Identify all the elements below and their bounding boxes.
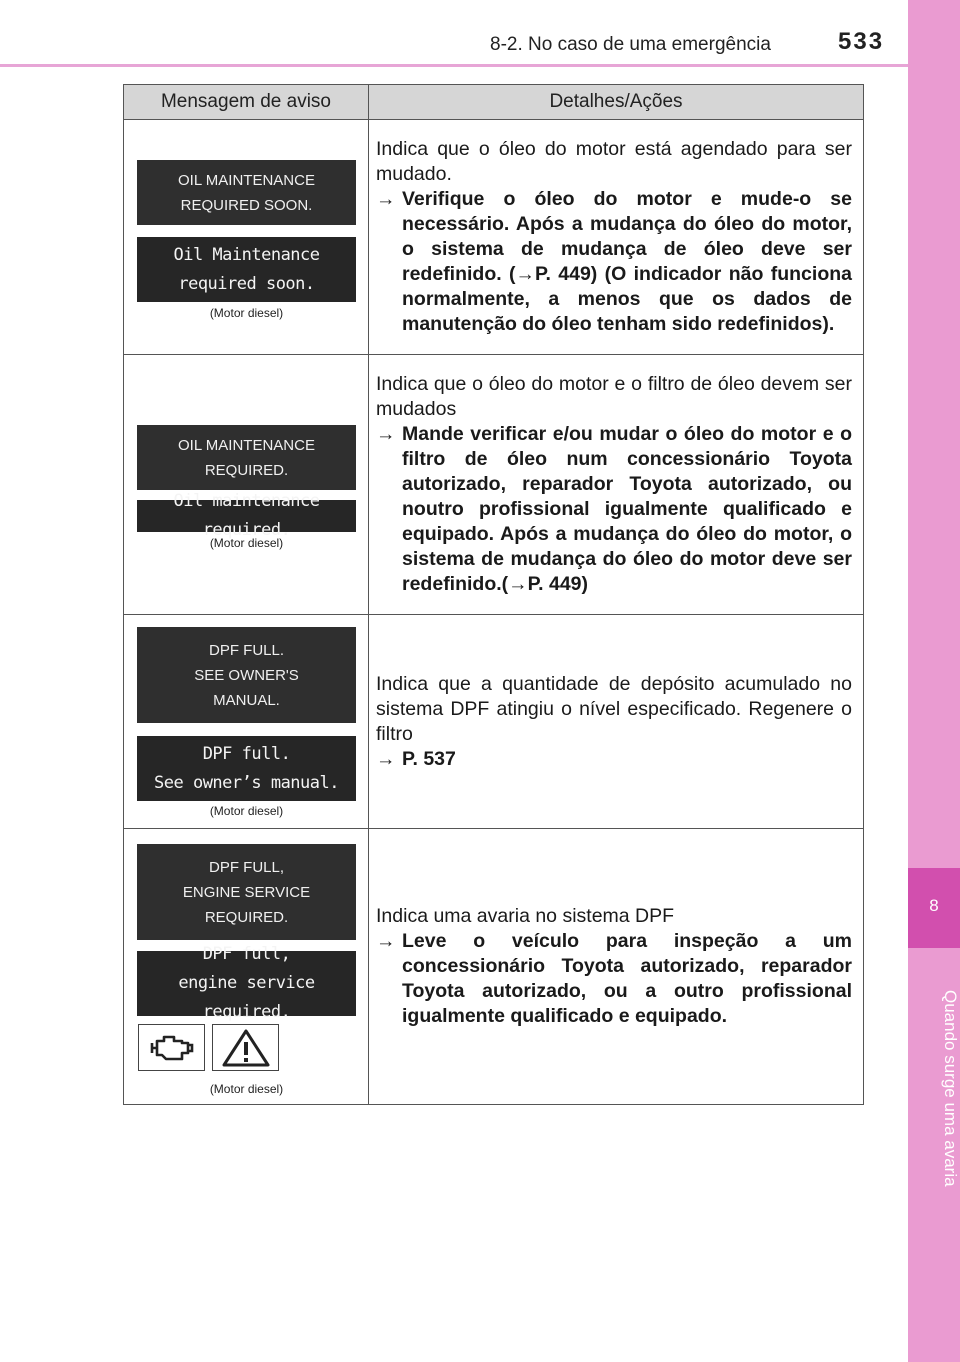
warning-message-display: [137, 627, 356, 723]
message-line: See owner’s manual.: [154, 772, 339, 793]
message-line: DPF FULL,: [208, 858, 284, 876]
warning-message-display: [137, 844, 356, 940]
message-line: MANUAL.: [213, 691, 280, 709]
arrow-icon: →: [376, 930, 396, 952]
diesel-note: (Motor diesel): [209, 1082, 284, 1096]
action-text: → P. 537: [376, 747, 456, 770]
details-cell: [369, 829, 863, 1104]
arrow-icon: →: [376, 188, 396, 210]
table-row: [124, 355, 863, 615]
engine-warning-icon-graphic: [148, 1033, 196, 1063]
arrow-icon: →: [376, 423, 396, 445]
col-header-message: Mensagem de aviso: [124, 85, 369, 119]
section-title: 8-2. No caso de uma emergência: [490, 34, 771, 55]
message-line: REQUIRED SOON.: [180, 196, 313, 214]
message-line: DPF FULL.: [208, 641, 284, 659]
master-warning-icon-graphic: [221, 1028, 271, 1068]
message-line: engine service required.: [178, 973, 315, 1022]
message-cell: [124, 829, 369, 1104]
description-text: Indica que o óleo do motor e o filtro de óleo devem ser mudados: [376, 373, 852, 420]
action-text: → Verifique o óleo do motor e mude-o se necessário. Após a mudança do óleo do motor, o sistema de mudança de óleo deve ser redefinido. (→P. 449) (O indicador não funciona normalmente, a menos que os dados de manutenção do óleo tenham sido redefinidos).: [376, 188, 852, 335]
warning-message-display-alt: [137, 944, 356, 1022]
warning-message-display: [137, 160, 356, 225]
message-line: REQUIRED.: [204, 461, 289, 479]
warning-message-display-alt: [137, 491, 356, 540]
table-row: [124, 615, 863, 829]
description-text: Indica que o óleo do motor está agendado para ser mudado.: [376, 138, 852, 185]
arrow-icon: →: [376, 747, 396, 770]
details-cell: [369, 615, 863, 828]
message-cell: [124, 355, 369, 614]
message-cell: [124, 615, 369, 828]
message-line: DPF full.: [202, 743, 291, 764]
details-cell: [369, 355, 863, 614]
master-warning-icon: [212, 1024, 279, 1071]
message-line: ENGINE SERVICE: [182, 883, 311, 901]
diesel-note: (Motor diesel): [209, 306, 284, 320]
engine-warning-icon: [138, 1024, 205, 1071]
message-line: required soon.: [178, 273, 315, 294]
table-row: [124, 829, 863, 1104]
message-line: Oil Maintenance: [173, 244, 320, 265]
message-line: Oil maintenance required.: [173, 491, 320, 540]
header-divider: [0, 64, 908, 67]
details-cell: [369, 120, 863, 354]
chapter-number: 8: [929, 896, 939, 915]
col-header-details: Detalhes/Ações: [549, 91, 683, 112]
message-line: SEE OWNER'S: [194, 666, 299, 684]
description-text: Indica que a quantidade de depósito acumulado no sistema DPF atingiu o nível especificado. Regenere o filtro: [376, 672, 852, 745]
action-text: → Leve o veículo para inspeção a um concessionário Toyota autorizado, reparador Toyota autorizado, ou a outro profissional igualmente qualificado e equipado.: [376, 930, 852, 1027]
message-line: OIL MAINTENANCE: [178, 171, 315, 189]
message-line: OIL MAINTENANCE: [178, 436, 315, 454]
diesel-note: (Motor diesel): [209, 804, 284, 818]
warning-table: [123, 84, 864, 1105]
page-number: 533: [838, 28, 885, 55]
table-header: [124, 85, 863, 120]
table-row: [124, 120, 863, 355]
description-text: Indica uma avaria no sistema DPF: [376, 905, 675, 927]
message-cell: [124, 120, 369, 354]
warning-message-display-alt: [137, 237, 356, 302]
diesel-note: (Motor diesel): [209, 536, 284, 550]
warning-message-display: [137, 425, 356, 490]
message-line: REQUIRED.: [204, 908, 289, 926]
action-text: → Mande verificar e/ou mudar o óleo do motor e o filtro de óleo num concessionário Toyota autorizado, reparador Toyota autorizado, ou noutro profissional igualmente qualificado e equipado. Após a mudança do óleo do motor, o sistema de mudança do óleo do motor deve ser redefinido.(→P. 449): [376, 423, 852, 595]
message-line: DPF full,: [202, 944, 291, 964]
warning-message-display-alt: [137, 736, 356, 801]
chapter-label: Quando surge uma avaria: [941, 989, 960, 1187]
